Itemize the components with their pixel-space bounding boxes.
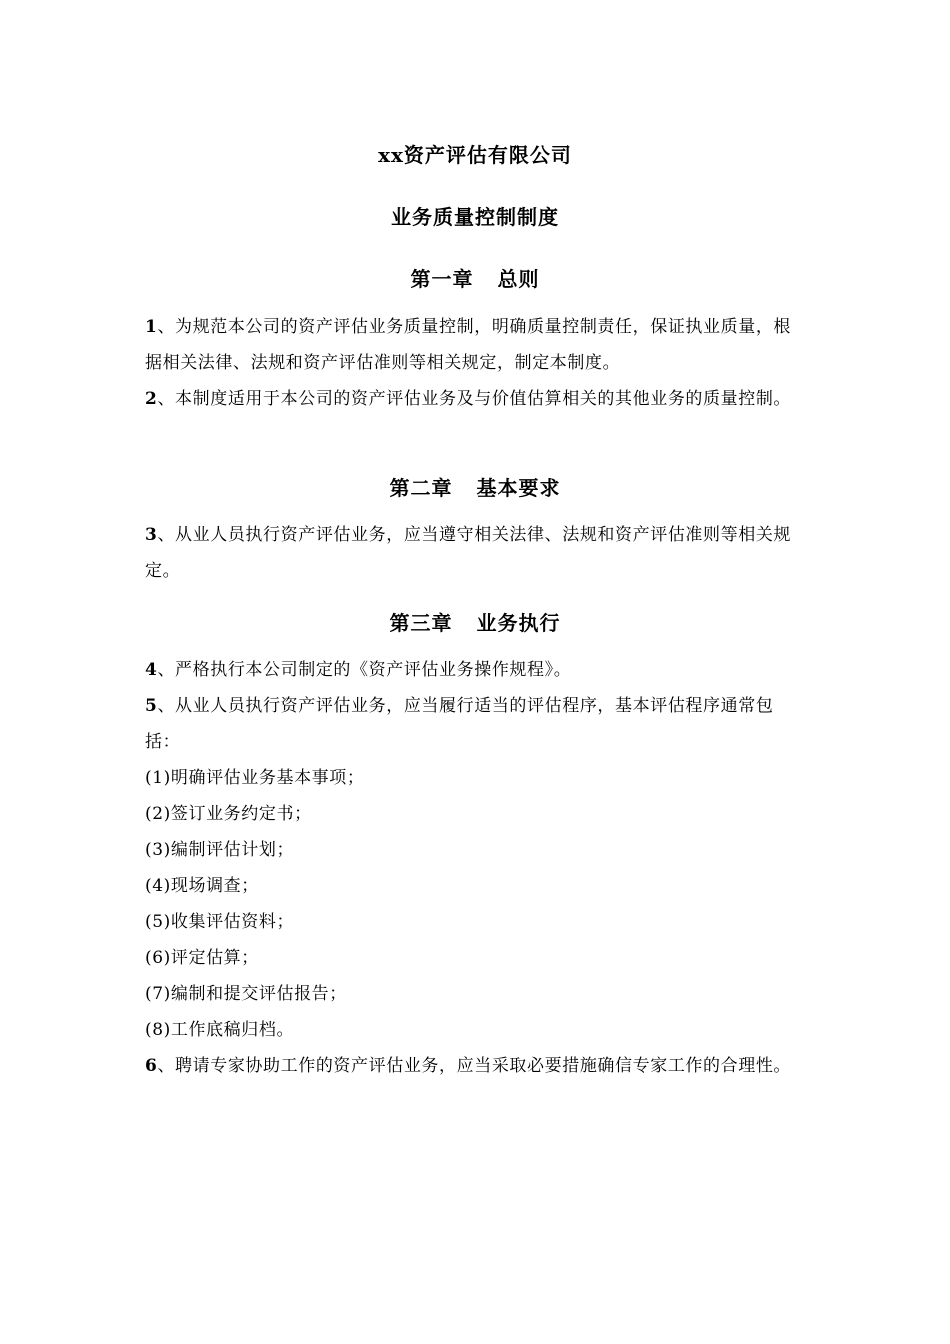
clause-text: 、从业人员执行资产评估业务，应当履行适当的评估程序，基本评估程序通常包括： (145, 696, 774, 752)
clause-number: 2 (145, 389, 158, 409)
clause-number: 1 (145, 317, 158, 337)
procedure-item: (2)签订业务约定书； (145, 804, 312, 824)
chapter-3-heading (0, 607, 950, 636)
clause-2 (145, 381, 807, 417)
clause-text: 、从业人员执行资产评估业务，应当遵守相关法律、法规和资产评估准则等相关规定。 (145, 525, 792, 581)
chapter-name: 业务执行 (476, 611, 561, 635)
clause-text: 、严格执行本公司制定的《资产评估业务操作规程》。 (157, 660, 572, 680)
clause-6 (145, 1048, 807, 1084)
clause-text: 、本制度适用于本公司的资产评估业务及与价值估算相关的其他业务的质量控制。 (157, 389, 792, 409)
clause-text: 、聘请专家协助工作的资产评估业务，应当采取必要措施确信专家工作的合理性。 (157, 1056, 792, 1076)
chapter-name: 总则 (497, 267, 540, 291)
clause-number: 5 (145, 696, 158, 716)
clause-number: 3 (145, 525, 158, 545)
procedure-item: (5)收集评估资料； (145, 912, 295, 932)
chapter-2-heading (0, 472, 950, 501)
chapter-1-heading (0, 263, 950, 292)
clause-4 (145, 652, 807, 688)
clause-1 (145, 309, 807, 381)
clause-5 (145, 688, 807, 760)
chapter-number: 第三章 (389, 611, 453, 635)
clause-text: 、为规范本公司的资产评估业务质量控制，明确质量控制责任，保证执业质量，根据相关法律、法规和资产评估准则等相关规定，制定本制度。 (145, 317, 792, 373)
procedure-item: (1)明确评估业务基本事项； (145, 768, 365, 788)
procedure-item: (3)编制评估计划； (145, 840, 295, 860)
clause-number: 6 (145, 1056, 158, 1076)
chapter-name: 基本要求 (476, 476, 561, 500)
company-title: xx资产评估有限公司 (378, 143, 572, 167)
procedure-item: (7)编制和提交评估报告； (145, 984, 347, 1004)
document-title: 业务质量控制制度 (391, 205, 559, 229)
chapter-number: 第二章 (389, 476, 453, 500)
procedure-item: (4)现场调查； (145, 876, 259, 896)
clause-number: 4 (145, 660, 158, 680)
procedure-item: (6)评定估算； (145, 948, 259, 968)
chapter-number: 第一章 (410, 267, 474, 291)
clause-3 (145, 517, 807, 589)
procedure-item: (8)工作底稿归档。 (145, 1020, 295, 1040)
